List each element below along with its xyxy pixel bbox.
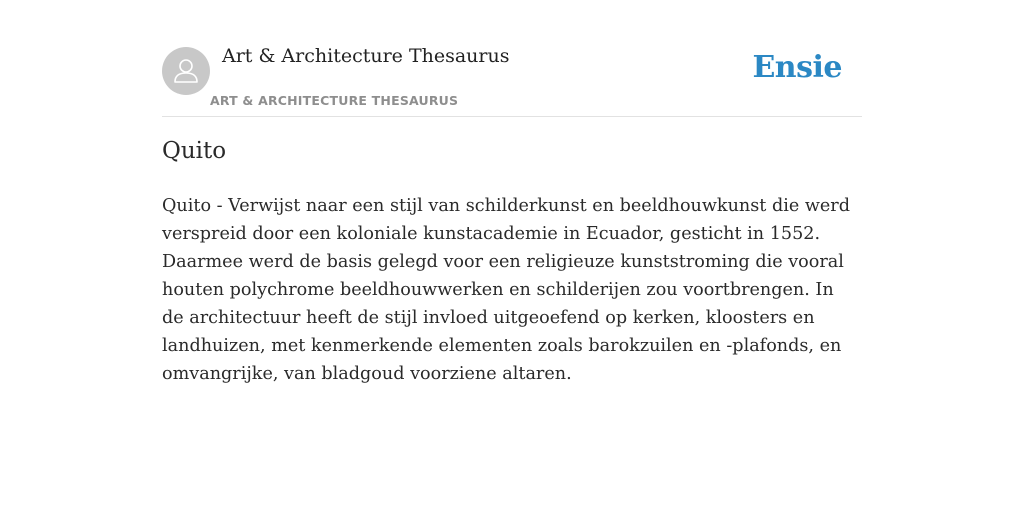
source-header [162,40,862,117]
definition-text: Quito - Verwijst naar een stijl van schilderkunst en beeldhouwkunst die werd verspreid door een koloniale kunstacademie in Ecuador, gesticht in 1552. Daarmee werd de basis gelegd voor een religieuze kunststroming die vooral houten polychrome beeldhouwwerken en schilderijen zou voortbrengen. In de architectuur heeft de stijl invloed uitgeoefend op kerken, kloosters en landhuizen, met kenmerkende elementen zoals barokzuilen en -plafonds, en omvangrijke, van bladgoud voorziene altaren. [162,196,850,384]
source-title[interactable]: Art & Architecture Thesaurus [222,45,510,67]
ensie-logo[interactable]: Ensie [752,50,842,85]
source-subtitle[interactable]: ART & ARCHITECTURE THESAURUS [210,93,459,108]
user-silhouette-icon[interactable] [162,47,210,95]
page-title: Quito [162,138,227,164]
